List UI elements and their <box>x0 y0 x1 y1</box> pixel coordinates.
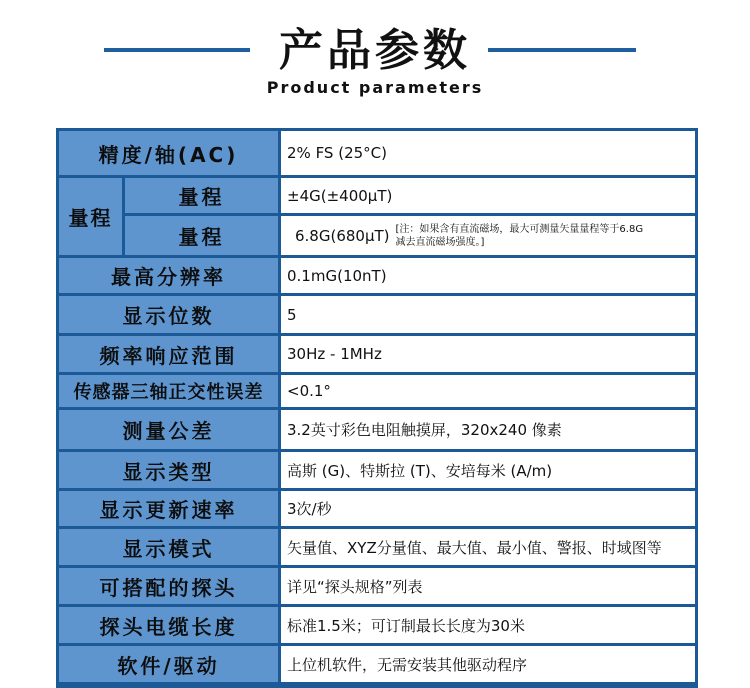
row-label: 频率响应范围 <box>59 336 278 372</box>
row-label: 显示更新速率 <box>59 491 278 526</box>
row-label: 传感器三轴正交性误差 <box>59 375 278 407</box>
group-label: 量程 <box>59 178 122 255</box>
row-value: 3次/秒 <box>281 491 695 526</box>
sub-row-value-text: 6.8G(680μT) <box>295 226 390 245</box>
table-row <box>59 568 695 604</box>
range-note: [注：如果含有直流磁场，最大可测量矢量量程等于6.8G减去直流磁场强度。] <box>395 223 644 248</box>
sub-row-value <box>281 216 695 255</box>
row-value: 矢量值、XYZ分量值、最大值、最小值、警报、时域图等 <box>281 529 695 565</box>
row-label: 可搭配的探头 <box>59 568 278 604</box>
table-row <box>59 452 695 488</box>
row-value: 5 <box>281 296 695 333</box>
row-value: 2% FS (25°C) <box>281 131 695 175</box>
row-value: 3.2英寸彩色电阻触摸屏，320x240 像素 <box>281 410 695 449</box>
row-value: 详见“探头规格”列表 <box>281 568 695 604</box>
row-value: 高斯 (G)、特斯拉 (T)、安培每米 (A/m) <box>281 452 695 488</box>
row-label: 显示模式 <box>59 529 278 565</box>
row-value: 上位机软件，无需安装其他驱动程序 <box>281 646 695 682</box>
sub-row-value: ±4G(±400μT) <box>281 178 695 213</box>
table-row <box>59 607 695 643</box>
row-value: <0.1° <box>281 375 695 407</box>
header <box>0 0 750 120</box>
row-value: 0.1mG(10nT) <box>281 258 695 293</box>
row-label: 显示类型 <box>59 452 278 488</box>
table-row-group <box>59 178 695 255</box>
page-title: 产品参数 <box>279 25 471 76</box>
table-row <box>59 131 695 175</box>
table-row <box>59 529 695 565</box>
table-row <box>59 296 695 333</box>
sub-row-label: 量程 <box>125 216 278 255</box>
table-row <box>59 491 695 526</box>
table-row <box>59 336 695 372</box>
decorative-line-right <box>488 48 636 52</box>
row-value: 30Hz - 1MHz <box>281 336 695 372</box>
table-row <box>59 410 695 449</box>
sub-row-label: 量程 <box>125 178 278 213</box>
table-row <box>59 375 695 407</box>
row-label: 最高分辨率 <box>59 258 278 293</box>
row-label: 精度/轴(AC) <box>59 131 278 175</box>
row-label: 软件/驱动 <box>59 646 278 682</box>
row-label: 测量公差 <box>59 410 278 449</box>
page-subtitle: Product parameters <box>266 78 484 97</box>
row-label: 探头电缆长度 <box>59 607 278 643</box>
table-row <box>59 258 695 293</box>
parameters-table <box>56 128 698 688</box>
row-value: 标准1.5米；可订制最长长度为30米 <box>281 607 695 643</box>
table-row <box>59 646 695 682</box>
row-label: 显示位数 <box>59 296 278 333</box>
